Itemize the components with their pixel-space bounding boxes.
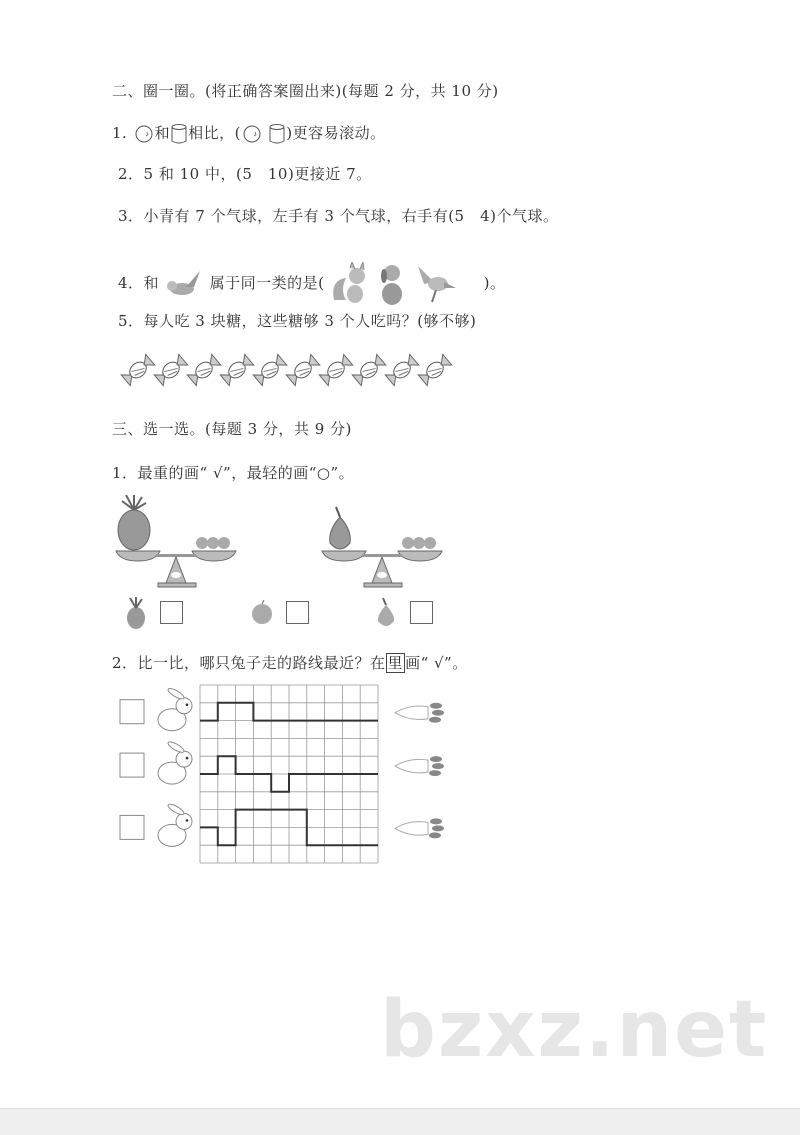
candy-row [118,345,463,395]
carrot-icon [395,818,444,838]
squirrel-icon[interactable] [330,262,370,306]
balance-scale-pineapple-apples [112,495,262,590]
bird-option-icon[interactable] [414,262,458,306]
carrot-icon [395,756,444,776]
candy-icon [415,345,455,395]
question-2-2: 2．5 和 10 中，(5 10)更接近 7。 [118,165,372,183]
answer-box-apple[interactable] [286,601,309,624]
rabbit-icon [158,802,192,846]
answer-box-pear[interactable] [410,601,433,624]
text: 2．比一比，哪只兔子走的路线最近？在 [112,654,386,672]
answer-box-rabbit-3[interactable] [120,815,144,839]
balance-scale-pear-apples [318,495,468,590]
cylinder-option-icon[interactable] [268,123,286,145]
question-2-3: 3．小青有 7 个气球，左手有 3 个气球，右手有(5 4)个气球。 [118,207,559,225]
text: 4．和 [118,274,160,292]
pineapple-icon [124,596,148,630]
pineapple-icon [118,495,150,550]
rabbit-icon [158,687,192,731]
text: 相比，( [188,124,241,142]
pear-icon [330,507,351,549]
text: 和 [154,124,171,142]
watermark: bzxz.net [380,985,769,1075]
section3-title: 三、选一选。(每题 3 分，共 9 分) [112,420,352,438]
question-number: 1. [112,124,128,142]
ball-icon [133,124,155,144]
text: 画“ √”。 [405,654,468,672]
text: )更容易滚动。 [286,124,386,142]
section2-title: 二、圈一圈。(将正确答案圈出来)(每题 2 分，共 10 分) [112,82,499,100]
pear-icon [374,597,398,629]
question-2-1 [112,122,386,145]
apples-icon [402,537,436,549]
page-footer-bar [0,1108,800,1135]
question-2-4 [118,262,505,306]
answer-box-rabbit-2[interactable] [120,753,144,777]
question-3-1: 1．最重的画“ √”，最轻的画“○”。 [112,464,355,482]
text: 属于同一类的是( [209,274,325,292]
dog-icon[interactable] [375,262,409,306]
apple-icon [250,600,274,626]
ball-option-icon[interactable] [241,124,263,144]
answer-box-rabbit-1[interactable] [120,700,144,724]
rabbit-icon [158,740,192,784]
carrot-icon [395,703,444,723]
question-3-2 [112,652,468,673]
bird-icon [164,267,204,301]
text: )。 [483,274,506,292]
boxed-char: 里 [387,654,404,672]
answer-box-pineapple[interactable] [160,601,183,624]
question-2-5: 5．每人吃 3 块糖，这些糖够 3 个人吃吗？(够不够) [118,312,477,330]
cylinder-icon [170,123,188,145]
route-grid [110,680,450,870]
apples-icon [196,537,230,549]
